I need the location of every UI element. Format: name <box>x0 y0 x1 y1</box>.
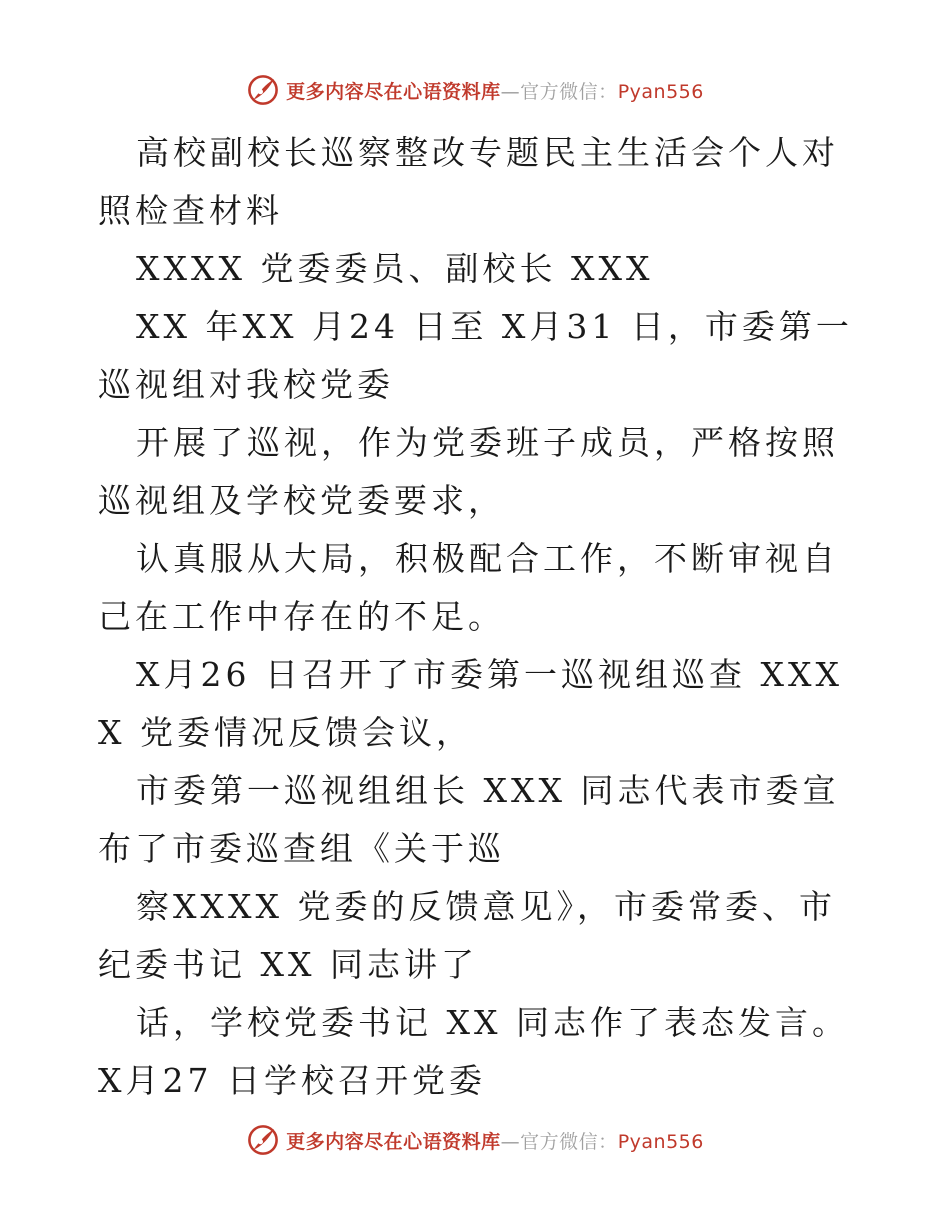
header-banner <box>0 70 950 110</box>
paragraph: 开展了巡视，作为党委班子成员，严格按照巡视组及学校党委要求， <box>98 423 839 520</box>
document-title: 高校副校长巡察整改专题民主生活会个人对照检查材料 <box>98 133 839 230</box>
banner-text <box>286 77 704 104</box>
author-line: XXXX 党委委员、副校长 XXX <box>136 249 654 288</box>
banner-wechat-id: Pyan556 <box>617 1130 704 1153</box>
banner-text <box>286 1127 704 1154</box>
banner-brand: 更多内容尽在心语资料库 <box>286 1130 501 1153</box>
banner-dash: — <box>500 1130 521 1153</box>
banner-official-wechat: 官方微信： <box>520 1130 618 1153</box>
paragraph: 察XXXX 党委的反馈意见》，市委常委、市纪委书记 XX 同志讲了 <box>98 887 836 984</box>
paragraph: 话，学校党委书记 XX 同志作了表态发言。X月27 日学校召开党委 <box>98 1003 849 1100</box>
quill-logo-icon <box>246 73 280 107</box>
banner-content <box>246 73 704 107</box>
paragraph: XX 年XX 月24 日至 X月31 日，市委第一巡视组对我校党委 <box>98 307 853 404</box>
paragraph: 市委第一巡视组组长 XXX 同志代表市委宣布了市委巡查组《关于巡 <box>98 771 840 868</box>
banner-content <box>246 1123 704 1157</box>
banner-dash: — <box>500 80 521 103</box>
banner-wechat-id: Pyan556 <box>617 80 704 103</box>
banner-official-wechat: 官方微信： <box>520 80 618 103</box>
document-body <box>98 124 858 1110</box>
paragraph: 认真服从大局，积极配合工作，不断审视自己在工作中存在的不足。 <box>98 539 839 636</box>
quill-logo-icon <box>246 1123 280 1157</box>
banner-brand: 更多内容尽在心语资料库 <box>286 80 501 103</box>
paragraph: X月26 日召开了市委第一巡视组巡查 XXXX 党委情况反馈会议， <box>98 655 843 752</box>
footer-banner <box>0 1120 950 1160</box>
